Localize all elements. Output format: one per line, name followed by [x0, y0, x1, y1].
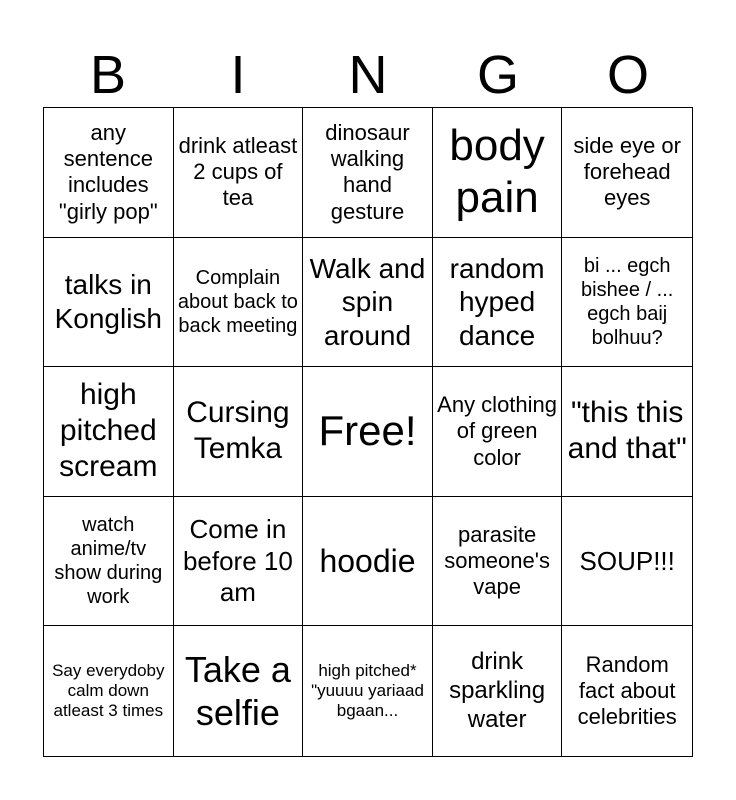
bingo-cell[interactable]: random hyped dance [433, 238, 563, 368]
bingo-cell[interactable]: high pitched* "yuuuu yariaad bgaan... [303, 626, 433, 756]
header-letter-n: N [348, 45, 388, 105]
header-letter-o: O [606, 45, 649, 105]
bingo-cell[interactable]: Say everydoby calm down atleast 3 times [44, 626, 174, 756]
bingo-cell[interactable]: hoodie [303, 497, 433, 627]
bingo-cell[interactable]: bi ... egch bishee / ... egch baij bolhuu? [562, 238, 692, 368]
bingo-cell[interactable]: talks in Konglish [44, 238, 174, 368]
bingo-cell[interactable]: drink atleast 2 cups of tea [174, 108, 304, 238]
bingo-board [43, 107, 693, 757]
bingo-cell[interactable]: dinosaur walking hand gesture [303, 108, 433, 238]
bingo-cell[interactable]: any sentence includes "girly pop" [44, 108, 174, 238]
bingo-cell[interactable]: Walk and spin around [303, 238, 433, 368]
bingo-cell[interactable]: Complain about back to back meeting [174, 238, 304, 368]
bingo-cell[interactable]: parasite someone's vape [433, 497, 563, 627]
bingo-cell[interactable]: "this this and that" [562, 367, 692, 497]
bingo-cell[interactable]: side eye or forehead eyes [562, 108, 692, 238]
bingo-cell[interactable]: body pain [433, 108, 563, 238]
bingo-cell[interactable]: Random fact about celebrities [577, 651, 677, 730]
bingo-cell[interactable]: Take a selfie [174, 626, 304, 756]
bingo-cell[interactable]: Any clothing of green color [433, 367, 563, 497]
bingo-cell[interactable]: Come in before 10 am [174, 497, 304, 627]
header-letter-i: I [230, 45, 246, 105]
bingo-cell[interactable]: drink sparkling water [433, 626, 563, 756]
bingo-cell[interactable]: high pitched scream [44, 367, 174, 497]
header-letter-g: G [476, 45, 519, 105]
bingo-header [43, 44, 693, 106]
bingo-cell[interactable]: SOUP!!! [562, 497, 692, 627]
free-space-cell[interactable]: Free! [303, 367, 433, 497]
header-letter-b: B [89, 45, 127, 105]
bingo-cell[interactable]: watch anime/tv show during work [44, 497, 174, 627]
bingo-cell[interactable]: Cursing Temka [174, 367, 304, 497]
